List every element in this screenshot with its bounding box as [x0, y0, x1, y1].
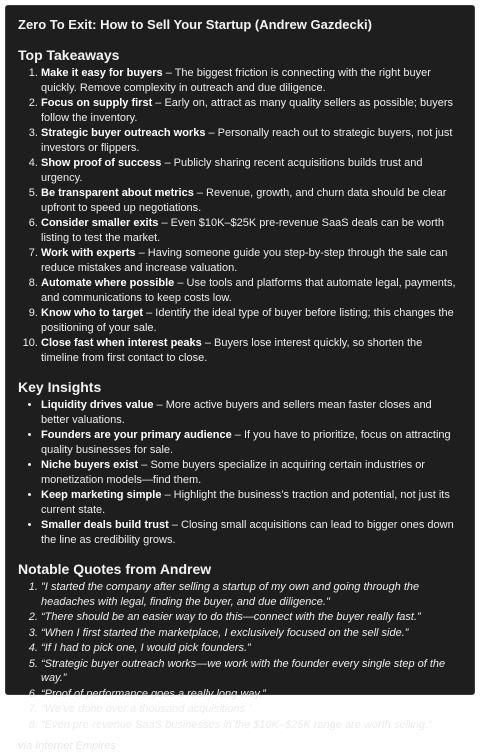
takeaways-heading: Top Takeaways — [18, 47, 120, 63]
quote-item: 2. “There should be an easier way to do this—connect with the buyer really fast.” — [41, 610, 462, 625]
item-text: – Even $10K–$25K pre-revenue SaaS deals can be worth listing to test the market. — [41, 217, 444, 244]
item-text: – Publicly sharing recent acquisitions builds trust and urgency. — [41, 157, 423, 184]
item-title: Focus on supply first — [41, 97, 153, 109]
item-title: Keep marketing simple — [41, 489, 162, 501]
item-text: – Having someone guide you step-by-step through the sale can reduce mistakes and increase valuation. — [41, 247, 448, 274]
insights-heading: Key Insights — [18, 379, 102, 395]
list-item — [41, 246, 462, 275]
list-item — [41, 306, 462, 335]
list-item — [41, 518, 462, 547]
key-insights-section — [18, 379, 462, 547]
list-item — [41, 96, 462, 125]
insights-list — [18, 398, 462, 547]
item-text: – Early on, attract as many quality sellers as possible; buyers follow the inventory. — [41, 97, 454, 124]
summary-card — [5, 5, 475, 752]
list-item — [41, 66, 462, 95]
quotes-heading: Notable Quotes from Andrew — [18, 561, 212, 577]
item-title: Know who to target — [41, 307, 144, 319]
list-item — [41, 336, 462, 365]
item-text: – If you have to prioritize, focus on attracting quality businesses for sale. — [41, 429, 451, 456]
item-title: Automate where possible — [41, 277, 175, 289]
item-text: – Highlight the business’s traction and potential, not just its current state. — [41, 489, 450, 516]
page-title: Zero To Exit: How to Sell Your Startup (Andrew Gazdecki) — [18, 17, 372, 32]
list-item — [41, 458, 462, 487]
takeaways-list — [18, 66, 462, 365]
list-item — [41, 276, 462, 305]
item-title: Work with experts — [41, 247, 136, 259]
list-item — [41, 428, 462, 457]
quotes-list — [18, 580, 462, 732]
list-item — [41, 488, 462, 517]
quote-item: 8. “Even pre-revenue SaaS businesses in the $10K–$25K range are worth selling.” — [41, 718, 462, 733]
quote-item: 5. “Strategic buyer outreach works—we work with the founder every single step of the way.” — [41, 657, 462, 686]
quote-item: 6. “Proof of performance goes a really long way.” — [41, 687, 462, 702]
list-item — [41, 186, 462, 215]
quote-item: 3. “When I first started the marketplace, I exclusively focused on the sell side.” — [41, 626, 462, 641]
item-text: – More active buyers and sellers mean faster closes and better valuations. — [41, 399, 432, 426]
list-item — [41, 126, 462, 155]
list-item — [41, 398, 462, 427]
item-text: – Use tools and platforms that automate legal, payments, and communications to keep costs low. — [41, 277, 456, 304]
quote-item: 4. “If I had to pick one, I would pick founders.” — [41, 641, 462, 656]
item-title: Be transparent about metrics — [41, 187, 194, 199]
item-text: – Revenue, growth, and churn data should be clear upfront to speed up negotiations. — [41, 187, 447, 214]
list-item — [41, 156, 462, 185]
list-item — [41, 216, 462, 245]
item-text: – Some buyers specialize in acquiring certain industries or monetization models—find them. — [41, 459, 425, 486]
source-credit: via Internet Empires — [18, 740, 116, 752]
item-title: Founders are your primary audience — [41, 429, 232, 441]
quote-item: 7. “We’ve done over a thousand acquisitions.” — [41, 702, 462, 717]
item-text: – Identify the ideal type of buyer before listing; this changes the positioning of your sale. — [41, 307, 454, 334]
item-title: Close fast when interest peaks — [41, 337, 202, 349]
item-text: – The biggest friction is connecting with the right buyer quickly. Remove complexity in outreach and due diligence. — [41, 67, 431, 94]
item-text: – Buyers lose interest quickly, so shorten the timeline from first contact to close. — [41, 337, 423, 364]
item-title: Show proof of success — [41, 157, 162, 169]
item-title: Smaller deals build trust — [41, 519, 169, 531]
item-title: Niche buyers exist — [41, 459, 139, 471]
item-title: Strategic buyer outreach works — [41, 127, 206, 139]
quotes-section — [18, 561, 462, 732]
item-text: – Closing small acquisitions can lead to bigger ones down the line as credibility grows. — [41, 519, 454, 546]
item-text: – Personally reach out to strategic buyers, not just investors or flippers. — [41, 127, 453, 154]
top-takeaways-section — [18, 47, 462, 365]
item-title: Consider smaller exits — [41, 217, 159, 229]
quote-item: 1. "I started the company after selling a startup of my own and going through the headaches with legal, finding the buyer, and due diligence." — [41, 580, 462, 609]
item-title: Liquidity drives value — [41, 399, 154, 411]
item-title: Make it easy for buyers — [41, 67, 163, 79]
